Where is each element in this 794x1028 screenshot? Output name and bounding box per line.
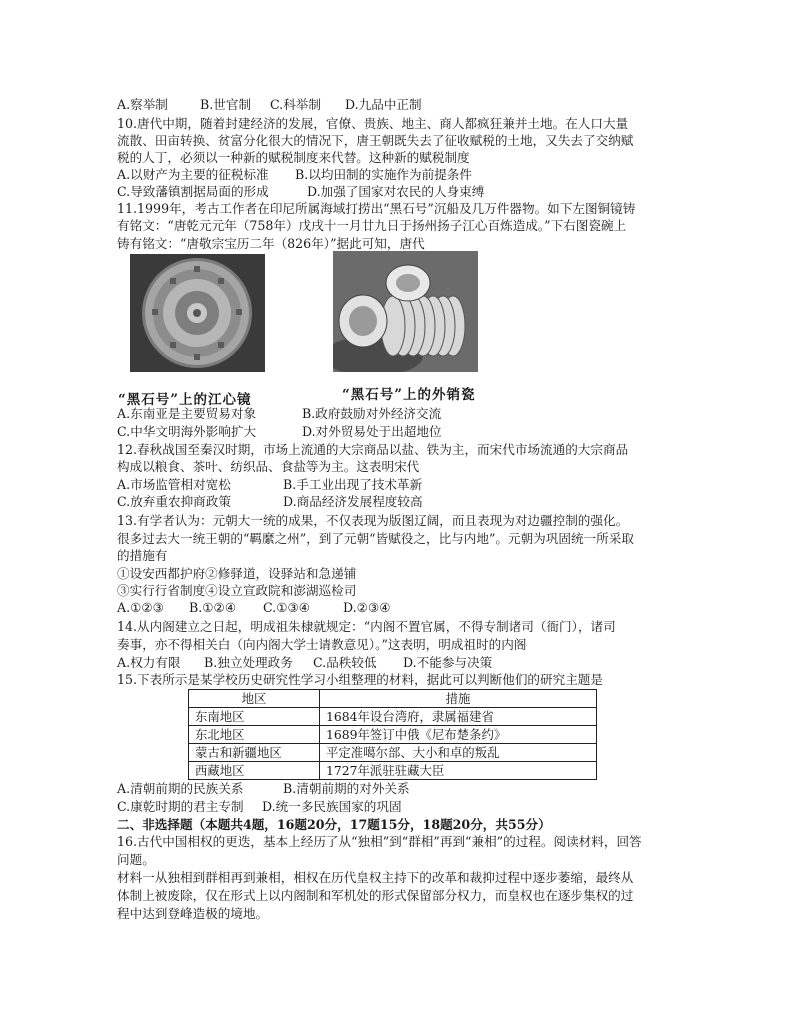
q13-option-a: A.①②③	[117, 600, 164, 615]
q16-stem-line-2: 问题。	[117, 852, 155, 867]
q15-stem-line: 15.下表所示是某学校历史研究性学习小组整理的材料，据此可以判断他们的研究主题是	[117, 672, 603, 687]
table-header-region: 地区	[189, 690, 320, 708]
q9-option-c: C.科举制	[270, 97, 321, 112]
table-cell-measure: 1689年签订中俄《尼布楚条约》	[320, 726, 597, 744]
q13-option-c: C.①③④	[263, 600, 311, 615]
table-header-row	[189, 690, 597, 708]
q10-stem-line-1: 10.唐代中期，随着封建经济的发展，官僚、贵族、地主、商人都疯狂兼并土地。在人口大量	[117, 116, 629, 131]
q13-item-line-2: ③实行行省制度④设立宣政院和澎湖巡检司	[117, 583, 357, 598]
section-2-heading: 二、非选择题（本题共4题，16题20分，17题15分，18题20分，共55分）	[117, 817, 551, 832]
q16-material-line-2: 体制上被废除，仅在形式上以内阁制和军机处的形式保留部分权力，而皇权也在逐步集权的过	[117, 888, 634, 903]
q9-option-d: D.九品中正制	[345, 97, 422, 112]
q10-option-d: D.加强了国家对农民的人身束缚	[307, 184, 485, 199]
q12-option-c: C.放弃重农抑商政策	[117, 494, 231, 509]
q11-option-c: C.中华文明海外影响扩大	[117, 424, 257, 439]
table-cell-region: 东南地区	[189, 708, 320, 726]
q15-option-b: B.清朝前期的对外关系	[283, 781, 410, 796]
q14-stem-line-1: 14.从内阁建立之日起，明成祖朱棣就规定：“内阁不置官属，不得专制诸司（衙门），诸司	[117, 619, 616, 634]
q10-stem-line-2: 流散、田亩转换、贫富分化很大的情况下，唐王朝既失去了征收赋税的土地，又失去了交纳赋	[117, 133, 634, 148]
q14-option-c: C.品秩较低	[313, 655, 377, 670]
q16-stem-line-1: 16.古代中国相权的更迭，基本上经历了从“独相”到“群相”再到“兼相”的过程。阅读材料，回答	[117, 834, 642, 849]
table-row	[189, 726, 597, 744]
q15-option-d: D.统一多民族国家的巩固	[262, 799, 402, 814]
q11-option-b: B.政府鼓励对外经济交流	[302, 406, 442, 421]
table-row	[189, 762, 597, 780]
table-cell-measure: 平定准噶尔部、大小和卓的叛乱	[320, 744, 597, 762]
q12-option-a: A.市场监管相对宽松	[117, 477, 231, 492]
table-cell-region: 蒙古和新疆地区	[189, 744, 320, 762]
q12-stem-line-1: 12.春秋战国至秦汉时期，市场上流通的大宗商品以盐、铁为主，而宋代市场流通的大宗商品	[117, 442, 629, 457]
table-row	[189, 708, 597, 726]
q12-option-b: B.手工业出现了技术革新	[283, 477, 423, 492]
q10-option-c: C.导致藩镇割据局面的形成	[117, 184, 269, 199]
q12-stem-line-2: 构成以粮食、茶叶、纺织品、食盐等为主。这表明宋代	[117, 459, 420, 474]
q13-stem-line-2: 很多过去大一统王朝的“羁縻之州”，到了元朝“皆赋役之，比与内地”。元朝为巩固统一所采取	[117, 531, 634, 546]
q15-table	[188, 689, 597, 780]
table-cell-region: 东北地区	[189, 726, 320, 744]
q11-stem-line-3: 铸有铭文：“唐敬宗宝历二年（826年）”据此可知，唐代	[117, 236, 425, 251]
q11-stem-line-2: 有铭文：“唐乾元元年（758年）戊戌十一月廿九日于扬州扬子江心百炼造成。”下右图瓷碗上	[117, 218, 627, 233]
q10-option-b: B.以均田制的实施作为前提条件	[295, 167, 472, 182]
porcelain-caption: “黑石号”上的外销瓷	[342, 387, 476, 403]
q10-option-a: A.以财产为主要的征税标准	[117, 167, 269, 182]
q12-option-d: D.商品经济发展程度较高	[283, 494, 423, 509]
table-cell-region: 西藏地区	[189, 762, 320, 780]
table-header-measures: 措施	[320, 690, 597, 708]
table-cell-measure: 1727年派驻驻藏大臣	[320, 762, 597, 780]
q13-item-line-1: ①设安西都护府②修驿道，设驿站和急递铺	[117, 566, 357, 581]
table-row	[189, 744, 597, 762]
q14-option-a: A.权力有限	[117, 655, 181, 670]
q15-option-a: A.清朝前期的民族关系	[117, 781, 244, 796]
export-porcelain-photo	[333, 251, 478, 372]
q9-option-b: B.世官制	[200, 97, 252, 112]
q9-option-a: A.察举制	[117, 97, 168, 112]
q11-option-a: A.东南亚是主要贸易对象	[117, 406, 257, 421]
table-cell-measure: 1684年设台湾府，隶属福建省	[320, 708, 597, 726]
q14-stem-line-2: 奏事，亦不得相关白（向内阁大学士请教意见）。”这表明，明成祖时的内阁	[117, 637, 527, 652]
q11-option-d: D.对外贸易处于出超地位	[302, 424, 442, 439]
q16-material-line-3: 程中达到登峰造极的境地。	[117, 906, 269, 921]
q13-option-d: D.②③④	[343, 600, 391, 615]
q15-option-c: C.康乾时期的君主专制	[117, 799, 244, 814]
mirror-caption: “黑石号”上的江心镜	[118, 392, 252, 408]
q13-stem-line-3: 的措施有	[117, 548, 168, 563]
bronze-mirror-photo	[130, 254, 265, 372]
q13-option-b: B.①②④	[189, 600, 237, 615]
q11-stem-line-1: 11.1999年，考古工作者在印尼所属海域打捞出“黑石号”沉船及几万件器物。如下左图铜镜铸	[117, 201, 636, 216]
q13-stem-line-1: 13.有学者认为：元朝大一统的成果，不仅表现为版图辽阔，而且表现为对边疆控制的强化。	[117, 513, 629, 528]
q16-material-line-1: 材料一从独相到群相再到兼相，相权在历代皇权主持下的改革和裁抑过程中逐步萎缩，最终从	[117, 870, 634, 885]
q10-stem-line-3: 税的人丁，必须以一种新的赋税制度来代替。这种新的赋税制度	[117, 150, 470, 165]
q14-option-d: D.不能参与决策	[403, 655, 493, 670]
q14-option-b: B.独立处理政务	[204, 655, 293, 670]
